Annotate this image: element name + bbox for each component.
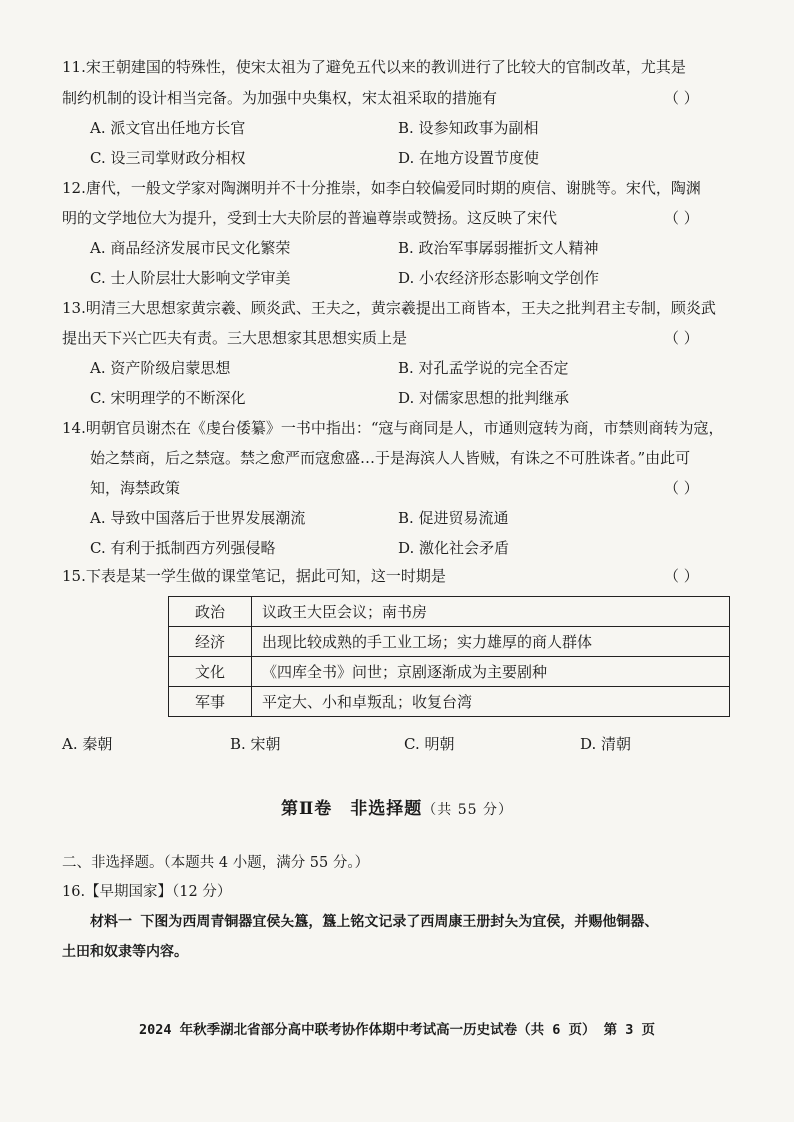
q15-option-d: D. 清朝 (580, 735, 632, 753)
table-cell-content: 出现比较成熟的手工业工场；实力雄厚的商人群体 (252, 627, 730, 657)
q11-option-d: D. 在地方设置节度使 (398, 149, 540, 167)
material-line-2: 土田和奴隶等内容。 (62, 944, 188, 960)
q11-option-c: C. 设三司掌财政分相权 (90, 149, 246, 167)
q12-option-d: D. 小农经济形态影响文学创作 (398, 269, 600, 287)
q15-answer-paren: （ ） (664, 567, 699, 585)
table-cell-category: 文化 (169, 657, 252, 687)
q12-line-2: 明的文学地位大为提升，受到士大夫阶层的普遍尊崇或赞扬。这反映了宋代 (62, 209, 558, 227)
table-cell-category: 政治 (169, 597, 252, 627)
q14-option-b: B. 促进贸易流通 (398, 509, 509, 527)
q14-line-2: 始之禁商，后之禁寇。禁之愈严而寇愈盛…于是海滨人人皆贼，有诛之不可胜诛者。”由此可 (90, 449, 691, 467)
q13-answer-paren: （ ） (664, 329, 699, 347)
section-title-note: （共 55 分） (422, 802, 514, 818)
part2-heading: 二、非选择题。（本题共 4 小题，满分 55 分。） (62, 855, 370, 871)
q16-heading: 16.【早期国家】（12 分） (62, 884, 232, 900)
material-line-1: 材料一 下图为西周青铜器宜侯夨簋，簋上铭文记录了西周康王册封夨为宜侯，并赐他铜器、 (90, 914, 659, 930)
q14-option-c: C. 有利于抵制西方列强侵略 (90, 539, 276, 557)
class-notes-table (168, 596, 730, 717)
section-title (0, 794, 794, 819)
q12-answer-paren: （ ） (664, 209, 699, 227)
q11-option-b: B. 设参知政事为副相 (398, 119, 539, 137)
table-cell-category: 军事 (169, 687, 252, 717)
table-row (169, 657, 730, 687)
table-row (169, 687, 730, 717)
table-cell-content: 《四库全书》问世；京剧逐渐成为主要剧种 (252, 657, 730, 687)
q13-line-2: 提出天下兴亡匹夫有责。三大思想家其思想实质上是 (62, 329, 408, 347)
table-cell-content: 平定大、小和卓叛乱；收复台湾 (252, 687, 730, 717)
q15-line-1: 15.下表是某一学生做的课堂笔记，据此可知，这一时期是 (62, 567, 446, 585)
q12-option-b: B. 政治军事孱弱摧折文人精神 (398, 239, 599, 257)
q15-option-a: A. 秦朝 (62, 735, 113, 753)
q14-option-a: A. 导致中国落后于世界发展潮流 (90, 509, 306, 527)
q11-line-1: 11.宋王朝建国的特殊性，使宋太祖为了避免五代以来的教训进行了比较大的官制改革，尤其是 (62, 58, 686, 76)
q15-option-b: B. 宋朝 (230, 735, 281, 753)
q14-line-1: 14.明朝官员谢杰在《虔台倭纂》一书中指出：“寇与商同是人，市通则寇转为商，市禁则商转为寇， (62, 419, 724, 437)
q11-line-2: 制约机制的设计相当完备。为加强中央集权，宋太祖采取的措施有 (62, 89, 498, 107)
q13-option-a: A. 资产阶级启蒙思想 (90, 359, 231, 377)
table-row (169, 597, 730, 627)
page-footer: 2024 年秋季湖北省部分高中联考协作体期中考试高一历史试卷（共 6 页） 第 3 页 (138, 1022, 656, 1038)
q15-option-c: C. 明朝 (404, 735, 455, 753)
q12-option-a: A. 商品经济发展市民文化繁荣 (90, 239, 291, 257)
q13-line-1: 13.明清三大思想家黄宗羲、顾炎武、王夫之，黄宗羲提出工商皆本，王夫之批判君主专制，顾炎武 (62, 299, 716, 317)
section-title-main: 第Ⅱ卷 非选择题 (280, 799, 423, 819)
table-row (169, 627, 730, 657)
q13-option-c: C. 宋明理学的不断深化 (90, 389, 246, 407)
q14-option-d: D. 激化社会矛盾 (398, 539, 510, 557)
q12-line-1: 12.唐代，一般文学家对陶渊明并不十分推崇，如李白较偏爱同时期的庾信、谢朓等。宋代，陶渊 (62, 179, 701, 197)
q13-option-b: B. 对孔孟学说的完全否定 (398, 359, 569, 377)
q11-answer-paren: （ ） (664, 89, 699, 107)
q13-option-d: D. 对儒家思想的批判继承 (398, 389, 570, 407)
q14-answer-paren: （ ） (664, 479, 699, 497)
q11-option-a: A. 派文官出任地方长官 (90, 119, 246, 137)
q14-line-3: 知，海禁政策 (90, 479, 181, 497)
table-cell-category: 经济 (169, 627, 252, 657)
table-cell-content: 议政王大臣会议；南书房 (252, 597, 730, 627)
q12-option-c: C. 士人阶层壮大影响文学审美 (90, 269, 291, 287)
